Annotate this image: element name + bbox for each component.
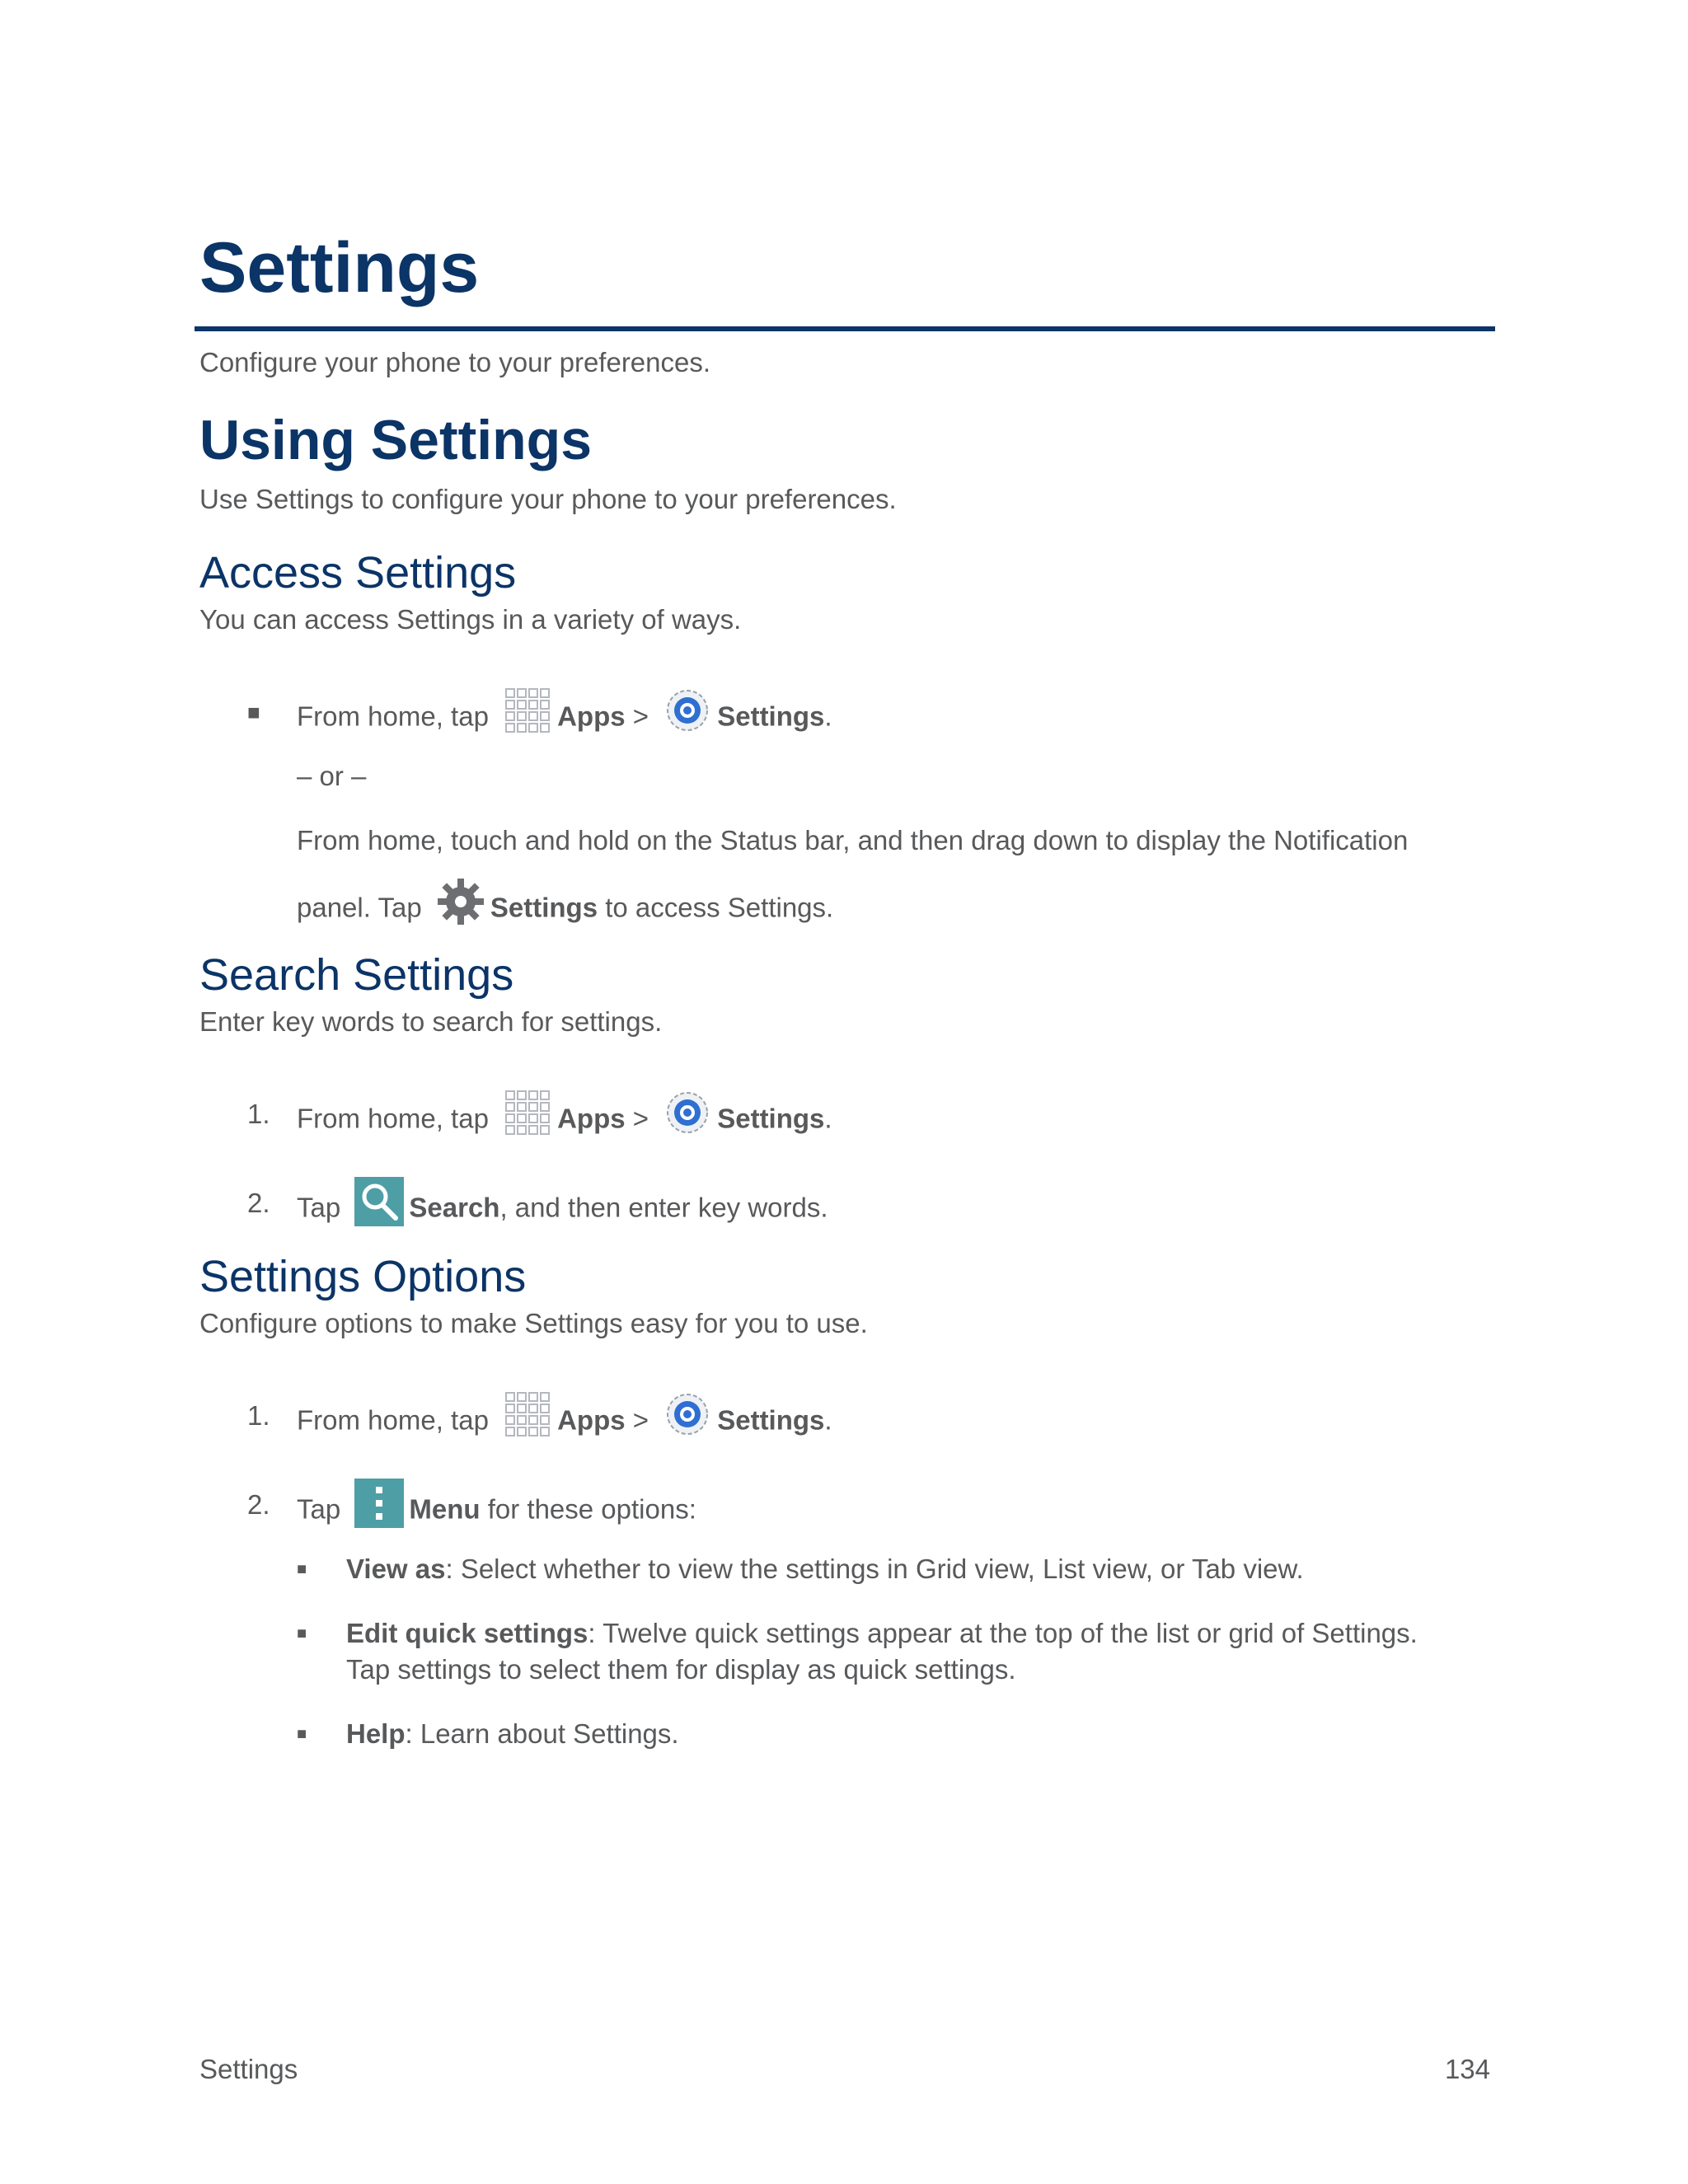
separator: > (632, 701, 649, 732)
access-step (297, 694, 832, 743)
alt-text-suffix: to access Settings. (605, 892, 834, 923)
settings-label: Settings (717, 701, 825, 732)
apps-label: Apps (557, 1404, 626, 1436)
search-step-2 (297, 1185, 828, 1235)
option-desc: : Learn about Settings. (405, 1718, 679, 1749)
settings-gear-icon (663, 1390, 712, 1439)
access-settings-text: You can access Settings in a variety of ways. (199, 604, 742, 635)
step-text: Tap (297, 1493, 341, 1525)
period: . (824, 1404, 832, 1436)
option-view-as (346, 1551, 1304, 1587)
search-settings-text: Enter key words to search for settings. (199, 1006, 663, 1037)
period: . (824, 1103, 832, 1134)
step-text: From home, tap (297, 1103, 489, 1134)
apps-icon (503, 686, 552, 735)
step-text-suffix: , and then enter key words. (499, 1192, 828, 1223)
settings-options-text: Configure options to make Settings easy for you to use. (199, 1308, 868, 1338)
access-alt-line1: From home, touch and hold on the Status bar, and then drag down to display the Notification (297, 825, 1409, 855)
menu-icon (354, 1479, 404, 1528)
access-alt-line2 (297, 885, 833, 935)
option-term: Edit quick settings (346, 1618, 588, 1648)
option-edit-quick-settings (346, 1615, 1418, 1652)
separator: > (632, 1103, 649, 1134)
step-number: 2. (247, 1489, 270, 1520)
settings-label: Settings (717, 1103, 825, 1134)
step-number: 1. (247, 1099, 270, 1129)
or-separator: – or – (297, 761, 367, 791)
step-text: From home, tap (297, 701, 489, 732)
page-intro: Configure your phone to your preferences. (199, 347, 711, 377)
search-settings-heading: Search Settings (199, 950, 514, 1000)
bullet-small-square: ■ (297, 1725, 307, 1743)
using-settings-text: Use Settings to configure your phone to your preferences. (199, 484, 897, 514)
settings-gear-icon (663, 1088, 712, 1137)
page-title: Settings (199, 228, 480, 307)
settings-label: Settings (717, 1404, 825, 1436)
option-help (346, 1716, 679, 1752)
option-edit-quick-settings-cont: Tap settings to select them for display as quick settings. (346, 1654, 1016, 1685)
step-text-suffix: for these options: (487, 1493, 696, 1525)
option-desc: : Select whether to view the settings in Grid view, List view, or Tab view. (445, 1554, 1304, 1584)
menu-label: Menu (409, 1493, 481, 1525)
options-step-1 (297, 1398, 832, 1447)
step-number: 1. (247, 1400, 270, 1431)
apps-icon (503, 1088, 552, 1137)
footer-section: Settings (199, 2054, 298, 2084)
using-settings-heading: Using Settings (199, 409, 593, 471)
apps-label: Apps (557, 1103, 626, 1134)
bullet-small-square: ■ (297, 1560, 307, 1578)
period: . (824, 701, 832, 732)
apps-icon (503, 1390, 552, 1439)
alt-text: panel. Tap (297, 892, 422, 923)
options-step-2 (297, 1487, 696, 1536)
option-term: Help (346, 1718, 406, 1749)
apps-label: Apps (557, 701, 626, 732)
notification-settings-gear-icon (436, 877, 485, 926)
search-label: Search (409, 1192, 500, 1223)
search-icon (354, 1177, 404, 1226)
step-number: 2. (247, 1188, 270, 1218)
bullet-small-square: ■ (297, 1624, 307, 1643)
option-desc: : Twelve quick settings appear at the top of the list or grid of Settings. (588, 1618, 1418, 1648)
page-number: 134 (1444, 2054, 1490, 2084)
bullet-square: ■ (247, 700, 260, 724)
separator: > (632, 1404, 649, 1436)
option-term: View as (346, 1554, 446, 1584)
settings-options-heading: Settings Options (199, 1252, 527, 1301)
step-text: From home, tap (297, 1404, 489, 1436)
title-rule (195, 326, 1495, 331)
step-text: Tap (297, 1192, 341, 1223)
settings-gear-icon (663, 686, 712, 735)
alt-settings-label: Settings (490, 892, 598, 923)
search-step-1 (297, 1096, 832, 1146)
access-settings-heading: Access Settings (199, 548, 517, 598)
